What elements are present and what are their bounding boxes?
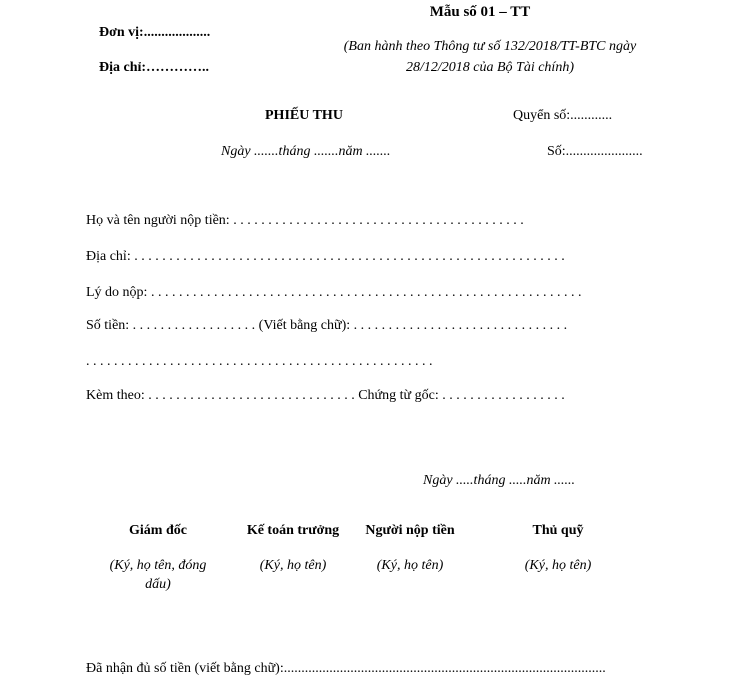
- received-amount-field: Đã nhận đủ số tiền (viết bằng chữ):............................................................................................: [86, 661, 606, 676]
- receipt-number-field: Số:......................: [547, 144, 643, 159]
- document-title: PHIẾU THU: [265, 108, 343, 123]
- signature-chief-accountant: [235, 521, 351, 575]
- signature-date-line: Ngày .....tháng .....năm ......: [423, 473, 576, 488]
- unit-field: Đơn vị:...................: [99, 25, 211, 40]
- payer-address-field: Địa chỉ: . . . . . . . . . . . . . . . . . . . . . . . . . . . . . . . . . . . . . . . . . . . . . . . . . . . . . . . . . . . . . .: [86, 249, 565, 264]
- signature-title: Người nộp tiền: [365, 523, 455, 538]
- signature-director: [100, 521, 216, 594]
- payer-name-field: Họ và tên người nộp tiền: . . . . . . . . . . . . . . . . . . . . . . . . . . . . . . . . . . . . . . . . . .: [86, 213, 524, 228]
- issued-by-line-2: 28/12/2018 của Bộ Tài chính): [406, 60, 574, 75]
- issued-by-line-1: (Ban hành theo Thông tư số 132/2018/TT-BTC ngày: [343, 39, 637, 54]
- attachments-field: Kèm theo: . . . . . . . . . . . . . . . . . . . . . . . . . . . . . . Chứng từ gốc: . . . . . . . . . . . . . . . . . .: [86, 388, 565, 403]
- signature-title: Giám đốc: [129, 523, 187, 538]
- signature-note: (Ký, họ tên): [524, 558, 592, 573]
- amount-field: Số tiền: . . . . . . . . . . . . . . . . . . (Viết bằng chữ): . . . . . . . . . . . . . . . . . . . . . . . . . . . . . . .: [86, 318, 568, 333]
- signature-title: Kế toán trưởng: [246, 523, 340, 538]
- signature-note: (Ký, họ tên): [259, 558, 327, 573]
- payment-reason-field: Lý do nộp: . . . . . . . . . . . . . . . . . . . . . . . . . . . . . . . . . . . . . . . . . . . . . . . . . . . . . . . . . . . . . .: [86, 285, 582, 300]
- amount-continued-line: . . . . . . . . . . . . . . . . . . . . . . . . . . . . . . . . . . . . . . . . . . . . . . . . . .: [86, 354, 433, 369]
- signature-payer: [362, 521, 458, 575]
- signature-title: Thủ quỹ: [532, 523, 584, 538]
- unit-address-field: Địa chỉ:…………..: [99, 60, 210, 75]
- signature-note: (Ký, họ tên): [376, 558, 444, 573]
- book-number-field: Quyển số:............: [513, 108, 613, 123]
- form-code: Mẫu số 01 – TT: [429, 4, 531, 20]
- receipt-date-line: Ngày .......tháng .......năm .......: [221, 144, 391, 159]
- signature-note: (Ký, họ tên, đóng dấu): [109, 558, 207, 592]
- signature-cashier: [500, 521, 616, 575]
